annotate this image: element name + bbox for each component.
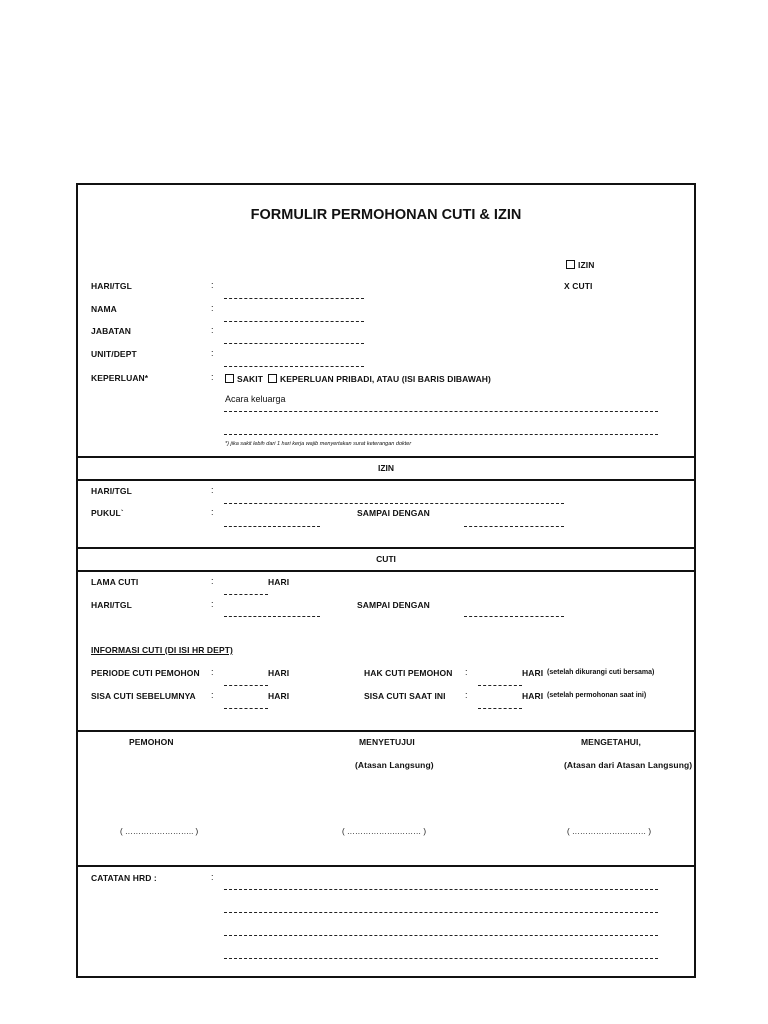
- sig-mengetahui-blank[interactable]: ( ……………….……… ): [567, 827, 651, 836]
- jabatan-input-line[interactable]: [224, 343, 364, 344]
- sig-menyetujui-sub: (Atasan Langsung): [355, 760, 434, 770]
- cuti-unit-hari: HARI: [522, 668, 544, 678]
- checkbox-icon[interactable]: [566, 260, 575, 269]
- izin-pukul-end-line[interactable]: [464, 526, 564, 527]
- field-label-jabatan: JABATAN: [91, 326, 132, 336]
- option-keperluan-pribadi[interactable]: KEPERLUAN PRIBADI, ATAU (ISI BARIS DIBAWAH): [268, 374, 491, 384]
- izin-label-pukul: PUKUL`: [91, 508, 124, 518]
- izin-label-sampai: SAMPAI DENGAN: [357, 508, 430, 518]
- divider: [78, 570, 694, 572]
- colon: :: [211, 576, 214, 586]
- sig-pemohon-label: PEMOHON: [129, 737, 174, 747]
- cuti-note-hak: (setelah dikurangi cuti bersama): [547, 669, 655, 676]
- cuti-label-lama: LAMA CUTI: [91, 577, 139, 587]
- cuti-note-sisa: (setelah permohonan saat ini): [547, 692, 647, 699]
- keperluan-line-2[interactable]: [224, 434, 658, 435]
- type-izin-option[interactable]: IZIN: [566, 260, 594, 270]
- colon: :: [211, 303, 214, 313]
- cuti-unit-hari: HARI: [268, 577, 290, 587]
- divider: [78, 865, 694, 867]
- cuti-label-hari-tgl: HARI/TGL: [91, 600, 132, 610]
- colon: :: [211, 872, 214, 882]
- field-label-unit-dept: UNIT/DEPT: [91, 349, 137, 359]
- cuti-lama-line[interactable]: [224, 594, 268, 595]
- cuti-unit-hari: HARI: [268, 668, 290, 678]
- colon: :: [465, 667, 468, 677]
- divider: [78, 547, 694, 549]
- form-title: FORMULIR PERMOHONAN CUTI & IZIN: [250, 207, 522, 223]
- nama-input-line[interactable]: [224, 321, 364, 322]
- izin-pukul-start-line[interactable]: [224, 526, 320, 527]
- catatan-line-1[interactable]: [224, 889, 658, 890]
- cuti-label-sampai: SAMPAI DENGAN: [357, 600, 430, 610]
- catatan-line-2[interactable]: [224, 912, 658, 913]
- footnote: *) jika sakit lebih dari 1 hari kerja wajib menyertakan surat keterangan dokter: [225, 441, 412, 447]
- cuti-periode-line[interactable]: [224, 685, 268, 686]
- cuti-end-line[interactable]: [464, 616, 564, 617]
- sig-menyetujui-blank[interactable]: ( ……………….……… ): [342, 827, 426, 836]
- option-sakit[interactable]: SAKIT: [225, 374, 263, 384]
- cuti-unit-hari: HARI: [268, 691, 290, 701]
- keperluan-line-1[interactable]: [224, 411, 658, 412]
- cuti-section-title: CUTI: [376, 554, 396, 564]
- cuti-info-title: INFORMASI CUTI (DI ISI HR DEPT): [91, 645, 233, 655]
- sig-mengetahui-sub: (Atasan dari Atasan Langsung): [564, 760, 693, 770]
- sig-menyetujui-label: MENYETUJUI: [359, 737, 415, 747]
- colon: :: [211, 372, 214, 382]
- cuti-start-line[interactable]: [224, 616, 320, 617]
- divider: [78, 730, 694, 732]
- hari-tgl-input-line[interactable]: [224, 298, 364, 299]
- izin-label-hari-tgl: HARI/TGL: [91, 486, 132, 496]
- checkbox-icon[interactable]: [268, 374, 277, 383]
- checkbox-icon[interactable]: [225, 374, 234, 383]
- cuti-sisa-saat-line[interactable]: [478, 708, 522, 709]
- colon: :: [211, 599, 214, 609]
- catatan-line-3[interactable]: [224, 935, 658, 936]
- divider: [78, 479, 694, 481]
- cuti-label-periode: PERIODE CUTI PEMOHON: [91, 668, 200, 678]
- izin-section-title: IZIN: [377, 463, 395, 473]
- cuti-label-sisa-sebelum: SISA CUTI SEBELUMNYA: [91, 691, 196, 701]
- colon: :: [211, 280, 214, 290]
- leave-form: [76, 183, 696, 978]
- cuti-sisa-sebelum-line[interactable]: [224, 708, 268, 709]
- catatan-line-4[interactable]: [224, 958, 658, 959]
- cuti-label-sisa-saat: SISA CUTI SAAT INI: [364, 691, 446, 701]
- keperluan-value[interactable]: Acara keluarga: [225, 394, 286, 404]
- field-label-keperluan: KEPERLUAN*: [91, 373, 149, 383]
- colon: :: [211, 507, 214, 517]
- catatan-label: CATATAN HRD :: [91, 873, 157, 883]
- type-cuti-option[interactable]: X CUTI: [564, 281, 593, 291]
- colon: :: [211, 325, 214, 335]
- unit-dept-input-line[interactable]: [224, 366, 364, 367]
- field-label-nama: NAMA: [91, 304, 117, 314]
- cuti-unit-hari: HARI: [522, 691, 544, 701]
- colon: :: [211, 348, 214, 358]
- colon: :: [211, 667, 214, 677]
- colon: :: [211, 485, 214, 495]
- colon: :: [465, 690, 468, 700]
- cuti-label-hak: HAK CUTI PEMOHON: [364, 668, 453, 678]
- izin-hari-tgl-line[interactable]: [224, 503, 564, 504]
- sig-pemohon-blank[interactable]: ( …………………….. ): [120, 827, 199, 836]
- sig-mengetahui-label: MENGETAHUI,: [581, 737, 641, 747]
- cuti-hak-line[interactable]: [478, 685, 522, 686]
- divider: [78, 456, 694, 458]
- colon: :: [211, 690, 214, 700]
- field-label-hari-tgl: HARI/TGL: [91, 281, 132, 291]
